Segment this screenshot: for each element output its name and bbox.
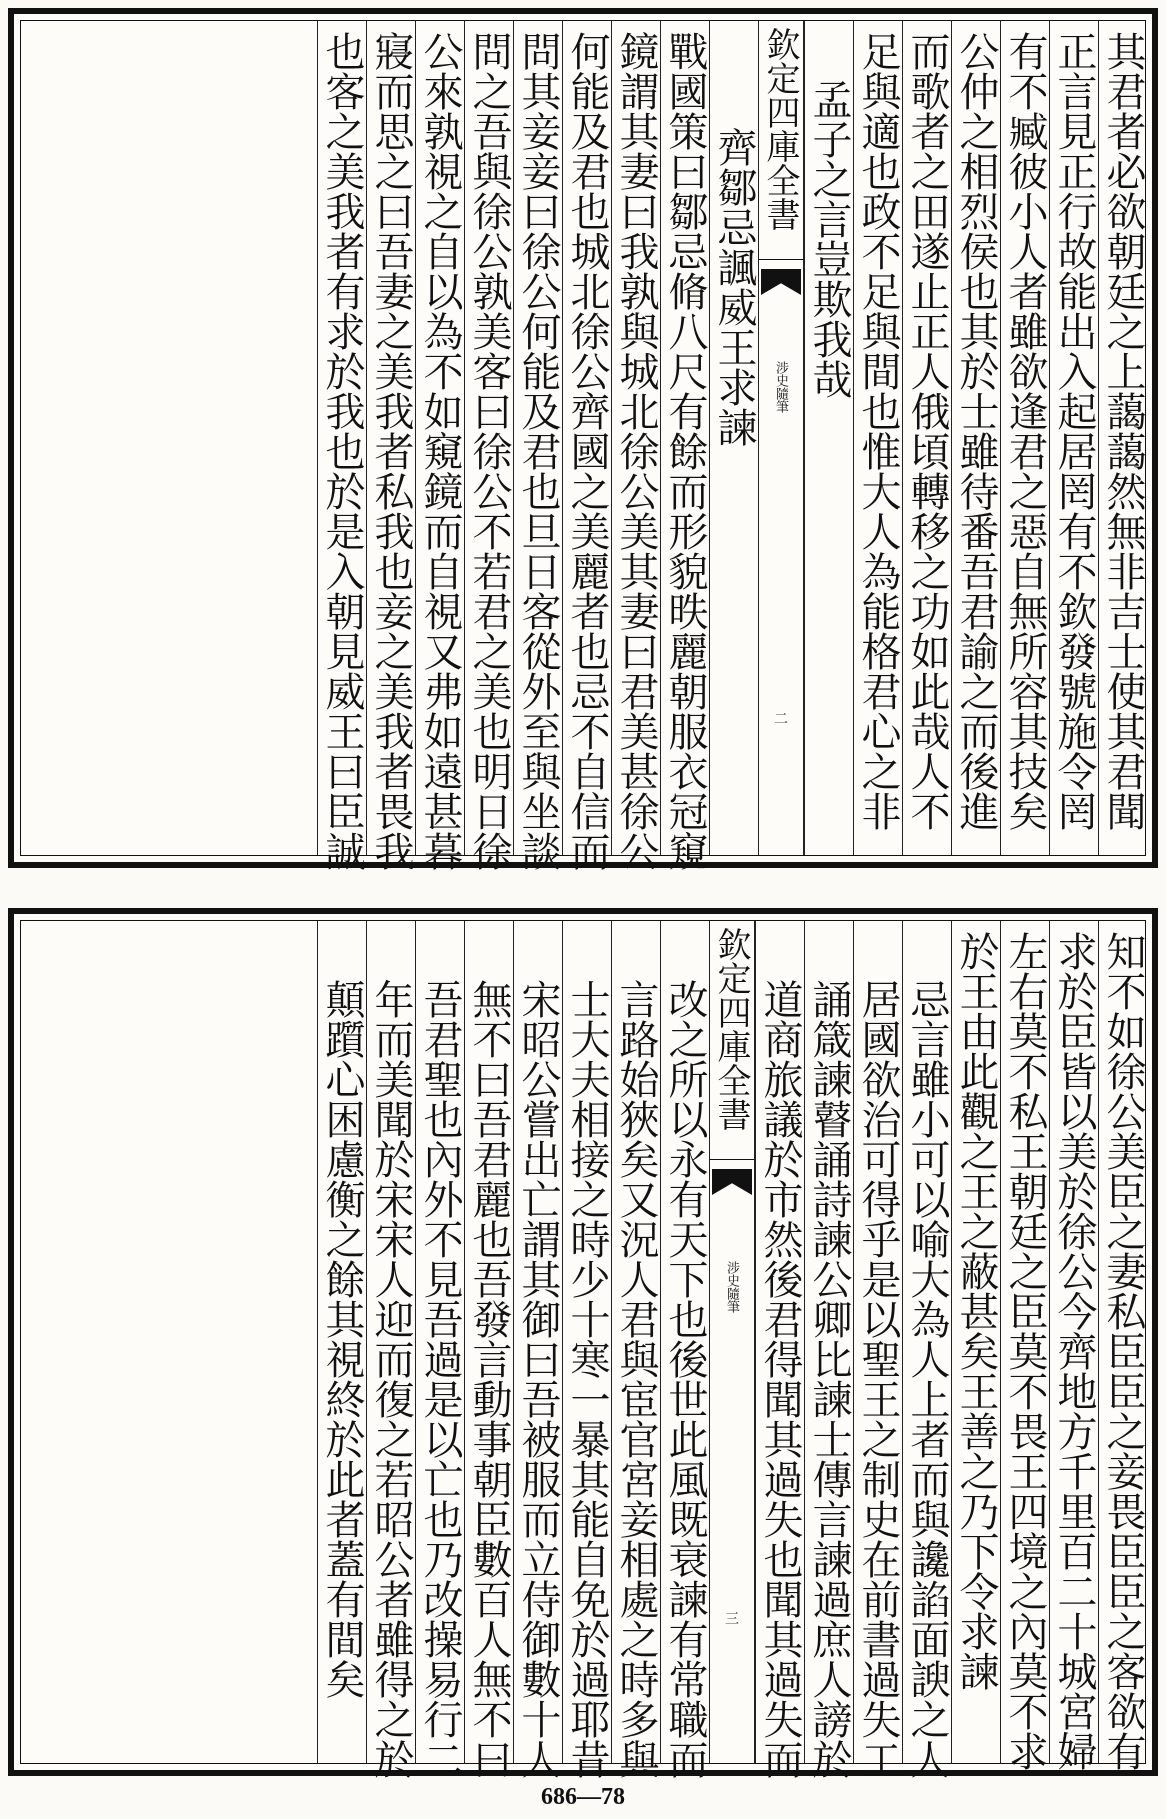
- column-text: 齊鄒忌諷威王求諫: [711, 127, 757, 447]
- text-column: [562, 21, 611, 871]
- lower-columns: [21, 921, 1146, 1779]
- text-column: [755, 921, 804, 1779]
- column-text: 而歌者之田遂止正人俄頃轉移之功如此哉人不: [904, 31, 950, 831]
- text-column: [804, 21, 853, 855]
- text-column: [611, 21, 660, 871]
- column-text: 宋昭公嘗出亡謂其御曰吾被服而立侍御數十人: [515, 979, 561, 1779]
- text-column: [415, 921, 464, 1779]
- column-text: 也客之美我者有求於我也於是入朝見威王曰臣誠: [319, 31, 365, 871]
- text-column: [464, 21, 513, 871]
- column-text: 改之所以永有天下也後世此風既衰諫有常職而: [662, 979, 708, 1779]
- lower-page-frame: [20, 920, 1146, 1779]
- text-column: [660, 921, 709, 1779]
- column-text: 顛躓心困慮衡之餘其視終於此者蓋有間矣: [319, 979, 365, 1699]
- text-column: [317, 21, 366, 871]
- text-column: [951, 921, 1000, 1763]
- column-text: 足與適也政不足與間也惟大人為能格君心之非: [855, 31, 901, 831]
- text-column: [366, 21, 415, 871]
- column-text: 忌言雖小可以喻大為人上者而與讒諂面諛之人: [904, 979, 950, 1779]
- text-column: [902, 921, 951, 1779]
- column-text: 鏡謂其妻曰我孰與城北徐公美其妻曰君美甚徐公: [613, 31, 659, 871]
- text-column: [709, 21, 758, 855]
- text-column: [1049, 921, 1098, 1771]
- lower-page: [8, 908, 1158, 1779]
- column-text: 於王由此觀之王之蔽甚矣王善之乃下令求諫: [953, 931, 999, 1691]
- text-column: [1049, 21, 1098, 855]
- fishtail-mark: [712, 1169, 752, 1195]
- text-column: [562, 921, 611, 1779]
- book-name: 涉史隨筆: [724, 1261, 739, 1313]
- column-text: 其君者必欲朝廷之上藹藹然無非吉士使其君聞: [1100, 31, 1146, 831]
- column-text: 言路始狹矣又況人君與宦官宮妾相處之時多與: [613, 979, 659, 1779]
- text-column: [366, 921, 415, 1779]
- column-text: 誦箴諫瞽誦詩諫公卿比諫士傳言諫過庶人謗於: [806, 979, 852, 1779]
- column-text: 士大夫相接之時少十寒一暴其能自免於過耶昔: [564, 979, 610, 1779]
- text-column: [415, 21, 464, 871]
- column-text: 求於臣皆以美於徐公今齊地方千里百二十城宮婦: [1051, 931, 1097, 1771]
- column-text: 何能及君也城北徐公齊國之美麗者也忌不自信而: [564, 31, 610, 871]
- column-text: 居國欲治可得乎是以聖王之制史在前書過失工: [855, 979, 901, 1779]
- text-column: [1000, 21, 1049, 855]
- column-text: 問其妾妾曰徐公何能及君也旦日客從外至與坐談: [515, 31, 561, 871]
- column-text: 問之吾與徐公孰美客曰徐公不若君之美也明日徐: [466, 31, 512, 871]
- text-column: [611, 921, 660, 1779]
- text-column: [902, 21, 951, 855]
- text-column: [951, 21, 1000, 855]
- collection-title: 欽定四庫全書: [760, 27, 800, 231]
- column-text: 孟子之言豈欺我哉: [806, 79, 852, 399]
- column-text: 左右莫不私王朝廷之臣莫不畏王四境之內莫不求: [1002, 931, 1048, 1771]
- text-column: [317, 921, 366, 1763]
- text-column: [853, 921, 902, 1779]
- center-fold-column: [709, 921, 755, 1763]
- text-column: [513, 21, 562, 871]
- column-text: 公仲之相烈侯也其於士雖待番吾君諭之而後進: [953, 31, 999, 831]
- column-text: 無不曰吾君麗也吾發言動事朝臣數百人無不曰: [466, 979, 512, 1779]
- text-column: [853, 21, 902, 855]
- text-column: [1000, 921, 1049, 1771]
- upper-page-frame: [20, 20, 1146, 871]
- column-text: 寢而思之曰吾妻之美我者私我也妾之美我者畏我: [368, 31, 414, 871]
- divider: [759, 259, 803, 260]
- fishtail-mark: [761, 269, 801, 295]
- text-column: [660, 21, 709, 871]
- folio-number: 三: [723, 1611, 739, 1625]
- text-column: [513, 921, 562, 1779]
- upper-columns: [21, 21, 1146, 871]
- collection-title: 欽定四庫全書: [711, 927, 751, 1131]
- upper-page: [8, 8, 1158, 871]
- book-name: 涉史隨筆: [773, 361, 788, 413]
- text-column: [464, 921, 513, 1779]
- column-text: 道商旅議於市然後君得聞其過失也聞其過失而: [757, 979, 803, 1779]
- text-column: [804, 921, 853, 1779]
- column-text: 公來孰視之自以為不如窺鏡而自視又弗如遠甚暮: [417, 31, 463, 871]
- column-text: 知不如徐公美臣之妻私臣臣之妾畏臣臣之客欲有: [1100, 931, 1146, 1771]
- column-text: 正言見正行故能出入起居罔有不欽發號施令罔: [1051, 31, 1097, 831]
- text-column: [1098, 921, 1147, 1771]
- column-text: 年而美聞於宋宋人迎而復之若昭公者雖得之於: [368, 979, 414, 1779]
- center-fold-column: [758, 21, 804, 855]
- folio-number: 二: [772, 711, 788, 725]
- page-number: 686—78: [541, 1784, 625, 1810]
- column-text: 戰國策曰鄒忌脩八尺有餘而形貌昳麗朝服衣冠窺: [662, 31, 708, 871]
- column-text: 吾君聖也內外不見吾過是以亡也乃改操易行二: [417, 979, 463, 1779]
- text-column: [1098, 21, 1147, 855]
- divider: [710, 1159, 754, 1160]
- column-text: 有不臧彼小人者雖欲逢君之惡自無所容其技矣: [1002, 31, 1048, 831]
